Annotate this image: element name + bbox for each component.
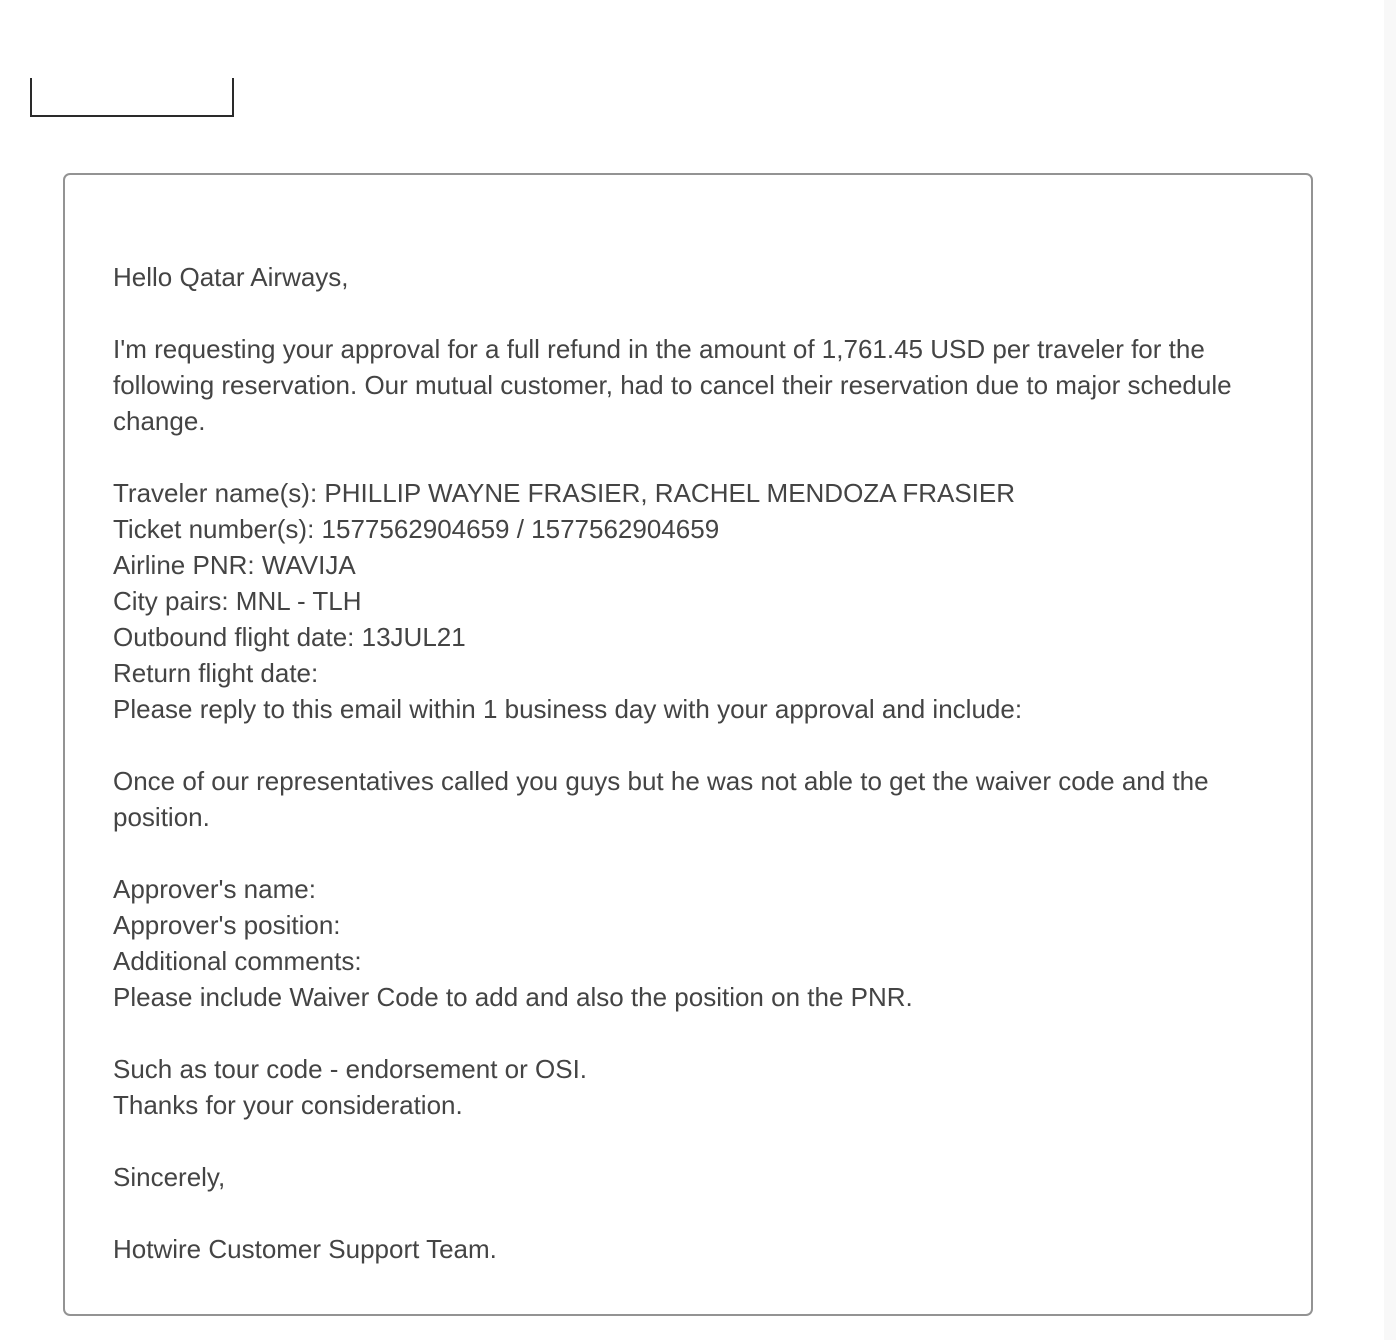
page-scrollbar[interactable] (1384, 0, 1396, 1340)
outbound-flight-date: Outbound flight date: 13JUL21 (113, 622, 466, 652)
header-placeholder-box (30, 78, 234, 117)
spacer (113, 1123, 1263, 1159)
email-card (63, 173, 1313, 1316)
city-pairs: City pairs: MNL - TLH (113, 586, 362, 616)
spacer (113, 1015, 1263, 1051)
examples-note: Such as tour code - endorsement or OSI. (113, 1054, 588, 1084)
waiver-request: Please include Waiver Code to add and also the position on the PNR. (113, 982, 913, 1012)
approver-name: Approver's name: (113, 874, 316, 904)
additional-comments: Additional comments: (113, 946, 362, 976)
spacer (113, 439, 1263, 475)
spacer (113, 727, 1263, 763)
return-flight-date: Return flight date: (113, 658, 319, 688)
ticket-numbers: Ticket number(s): 1577562904659 / 1577562904659 (113, 514, 720, 544)
spacer (113, 1195, 1263, 1231)
spacer (113, 835, 1263, 871)
approver-position: Approver's position: (113, 910, 341, 940)
closing: Sincerely, (113, 1162, 226, 1192)
reply-request: Please reply to this email within 1 business day with your approval and include: (113, 694, 1023, 724)
email-greeting: Hello Qatar Airways, (113, 262, 349, 292)
thanks-line: Thanks for your consideration. (113, 1090, 463, 1120)
spacer (113, 295, 1263, 331)
email-intro-paragraph: I'm requesting your approval for a full refund in the amount of 1,761.45 USD per traveler for the following reservation. Our mutual customer, had to cancel their reservation due to major schedule change. (113, 334, 1239, 436)
representative-note: Once of our representatives called you guys but he was not able to get the waiver code and the position. (113, 766, 1216, 832)
airline-pnr: Airline PNR: WAVIJA (113, 550, 356, 580)
email-body (113, 259, 1263, 1267)
signature: Hotwire Customer Support Team. (113, 1234, 497, 1264)
traveler-names: Traveler name(s): PHILLIP WAYNE FRASIER, RACHEL MENDOZA FRASIER (113, 478, 1016, 508)
